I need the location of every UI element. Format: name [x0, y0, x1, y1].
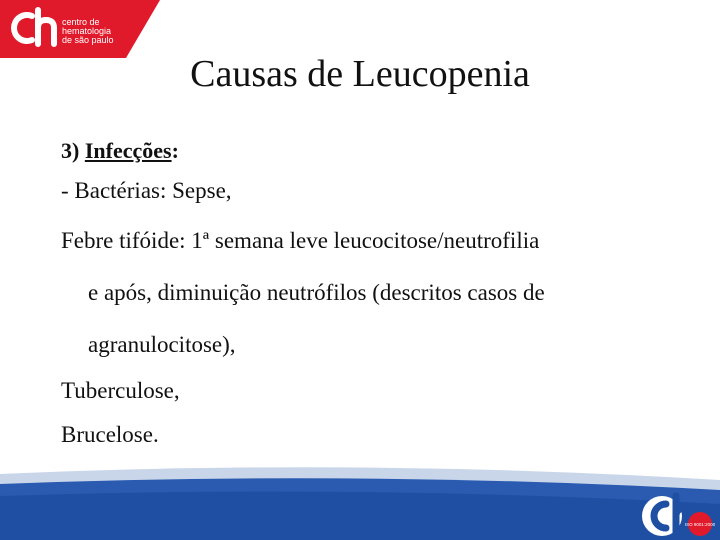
section-heading-text: Infecções — [84, 138, 172, 163]
logo-line-1: centro de — [62, 17, 100, 27]
section-heading — [61, 138, 179, 164]
text-line-agranulocitose: agranulocitose), — [88, 332, 236, 357]
text-line-tuberculose: Tuberculose, — [61, 378, 180, 403]
section-heading-colon: : — [171, 138, 179, 163]
text-line-apos: e após, diminuição neutrófilos (descritos casos de — [88, 280, 545, 305]
footer-logo-icon — [636, 486, 718, 540]
cdh-logo-icon — [10, 6, 60, 50]
logo-small — [6, 4, 156, 52]
text-line-brucelose: Brucelose. — [61, 422, 159, 447]
text-line-febre-tifoide: Febre tifóide: 1ª semana leve leucocitose/neutrofilia — [61, 228, 540, 253]
svg-text:ISO 9001:2000: ISO 9001:2000 — [684, 522, 716, 527]
footer-band — [0, 462, 720, 540]
logo-text — [62, 18, 126, 45]
text-line-bacterias: - Bactérias: Sepse, — [61, 178, 232, 203]
section-number: 3) — [61, 138, 80, 163]
slide-title: Causas de Leucopenia — [190, 53, 530, 95]
logo-line-2: hematologia — [62, 26, 112, 36]
logo-line-3: de são paulo — [62, 35, 114, 45]
